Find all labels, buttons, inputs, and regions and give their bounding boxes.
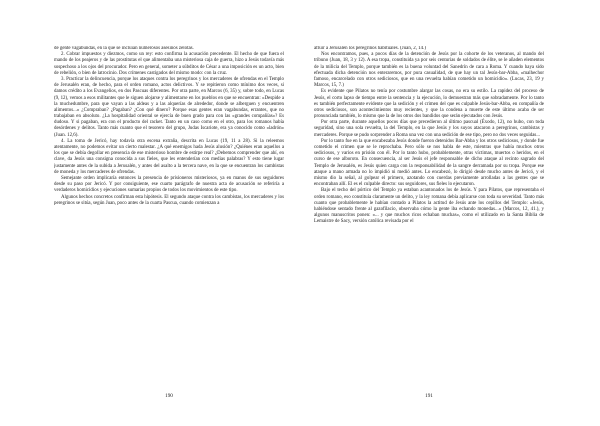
gutter <box>299 0 300 426</box>
paragraph: Es evidente que Pilatos no tenía por costumbre alargar las cosas, no era su estilo. La rapidez del proceso de Jesús, el corto lapso de tiempo entre la sentencia y la ejecución, lo demuestran más que sobradamente. Por lo tanto es también perfectamente evidente que la sedición y el crimen del que es culpable Jesús-bar-Abba, en compañía de otros sediciosos, son acontecimientos muy recientes, y que la condena a muerte de este último acaba de ser pronunciada también, lo mismo que la de los otros dos bandidos que serán ejecutados con Jesús. <box>314 89 544 120</box>
paragraph: Algunos hechos concretos confirman esta hipótesis. El segundo ataque contra los cambistas, los mercaderes y los peregrinos se sitúa, según Juan, poco antes de la cuarta Pascua, cuando comienzan a <box>54 194 284 206</box>
paragraph: Nos encontramos, pues, a pocos días de la detención de Jesús por la cohorte de los veteranos, al mando del tribuno (Juan, 18, 3 y 12). A esa tropa, constituida ya por seis centurias de soldados de élite, se le añaden elementos de la milicia del Templo, porque también es la buena voluntad del Sanedrín de cara a Roma. Y cuando haya sido efectuada dicha detención nos enteraremos, por pura casualidad, de que hay un tal Jesús-bar-Abba, «malhechor famoso, encarcelado con otros sediciosos, que en una revuelta habían cometido un homicidio». (Lucas, 23, 19 y Marcos, 15, 7.) <box>314 52 544 89</box>
left-page-text <box>54 46 284 364</box>
right-page-text <box>314 46 544 364</box>
paragraph: 2. Cobrar impuestos y diezmos, como un rey: esto confirma la acusación precedente. El hecho de que fuera el mando de los peajeros y de las prostitutas el que alimentaba una misteriosa caja de guerra, hizo a Jesús todavía más sospechoso a los ojos del procurador. Pero en general, someter a súbditos de César a una imposición es un acto, bien de rebelión, o bien de latrocinio. Dos crímenes castigados del mismo modo: con la cruz. <box>54 52 284 76</box>
paragraph: afluir a Jerusalén los peregrinos habituales. (Juan, 2, 14.) <box>314 46 426 51</box>
paragraph: 3. Practicar la delincuencia, porque los ataques contra los peregrinos y los mercaderes de ofrendas en el Templo de Jerusalén eran, de hecho, para el orden romano, actos delictivos. Y se repitieron como mínimo dos veces, si damos crédito a los Evangelios, en dos Pascuas diferentes. Por otra parte, en Marcos (6, 35) y, sobre todo, en Lucas (9, 12), vemos a esos militantes que le siguen alojarse y alimentarse en los pueblos en que se encuentran: «Despide a la muchedumbre, para que vayan a las aldeas y a las alquerías de alrededor, donde se alberguen y encuentren alimentos...» ¿Compraban? ¿Pagaban? ¿Con qué dinero? Porque esas gentes eran vagabundas, errantes, que no trabajaban en absoluto. ¿La hospitalidad oriental se ejercía de buen grado para con las «grandes compañías»? Es dudoso. Y si pagaban, era con el producto del racket. Tanto en un caso como en el otro, para los romanos había desórdenes y delitos. Tanto más cuanto que el tesorero del grupo, Judas Iscariote, era ya conocido como «ladrón» (Juan. 12,6). <box>54 76 284 138</box>
paragraph: de gente vagabundas, en la que se incluían numerosos asesinos zelotas. <box>54 46 194 51</box>
paragraph: 4. La toma de Jericó, hay todavía otra escena extraña, descrita en Lucas (19, 11 a 28). Si la releemos atentamente, no podemos evitar un cierto malestar. ¿A qué enemigos hada Jesús alusión? ¿Quiénes eran aquellos a los que se debía degollar en presencia de ese misterioso hombre de estirpe real? ¿Debemos comprender que ahí, en clave, da Jesús una consigna conocida a sus fieles, que les entenderían con medias palabras? Y esto tiene lugar justamente antes de la subida a Jerusalén, y antes del asalto a la tercera nave, en la que se encuentran los cambistas de moneda y los mercaderes de ofrendas. <box>54 138 284 175</box>
paragraph: Por otra parte, durante aquellos pocos días que precedieron al último pascual (Éxodo, 12), no hubo, con toda seguridad, sino una sola revuelta, la del Templo, en la que Jesús y los suyos atacaron a peregrinos, cambistas y mercaderes. Porque se pudo sorprender a Roma una vez con una sedición de ese tipo, pero no dos veces seguidas... <box>314 120 544 138</box>
paragraph: Bajo el techo del pórtico del Templo ya estaban acantonados los de Jesús. Y para Pilatos, que representaba el orden romano, eso constituía claramente un delito, y la ley romana debía aplicarse con toda su severidad. Tanto más cuanto que probablemente le habían contado a Pilatos la actitud de Jesús ante los cepillos del Templo: «Jesús, habiéndose sentado frente al gazofilacio, observaba cómo la gente iba echando monedas...» (Marcos, 12, 41.), y algunos manuscritos ponen: «... y que muchos ricos echaban muchas», como el utilizado en la Santa Biblia de Lemaistre de Sacy, versión católica revisada por el <box>314 188 544 225</box>
page-number-right: 191 <box>425 393 433 399</box>
paragraph: Semejante orden implicaría entonces la presencia de prisioneros misteriosos, ya en manos de sus seguidores desde su paso por Jericó. Y por consiguiente, ese cuarto parágrafo de nuestra acta de acusación se referiría a verdaderos homicidios y ejecuciones sumarias propios de todos los movimientos de este tipo. <box>54 175 284 194</box>
paragraph: Por lo tanto fue en la que encabezaba Jesús donde fueron detenidos Bar-Abba y los otros sediciosos, y donde fue cometido el crimen que se le reprochaba. Pero sólo se nos habla de este, mientras que había muchos otros sediciosos, y varios en prisión con él. Por lo tanto hubo, probablemente, otras víctimas, muertos o heridos, en el curso de ese alboroto. En consecuencia, al ser Jesús el jefe responsable de dicho ataque al recinto sagrado del Templo de Jerusalén, es Jesús quien carga con la responsabilidad de la sangre derramada por su tropa. Porque ese ataque a mano armada no lo impidió ni medió antes. Lo encabezó, lo dirigió desde mucho antes de Jericó, y el mismo dio la señal, al golpear el primero, azotando con cuerdas previamente arrolladas a las gentes que se encontraban allí. El es el culpable directo: sus seguidores, sus fieles lo ejecutaron. <box>314 138 544 188</box>
page-number-left: 190 <box>165 393 173 399</box>
